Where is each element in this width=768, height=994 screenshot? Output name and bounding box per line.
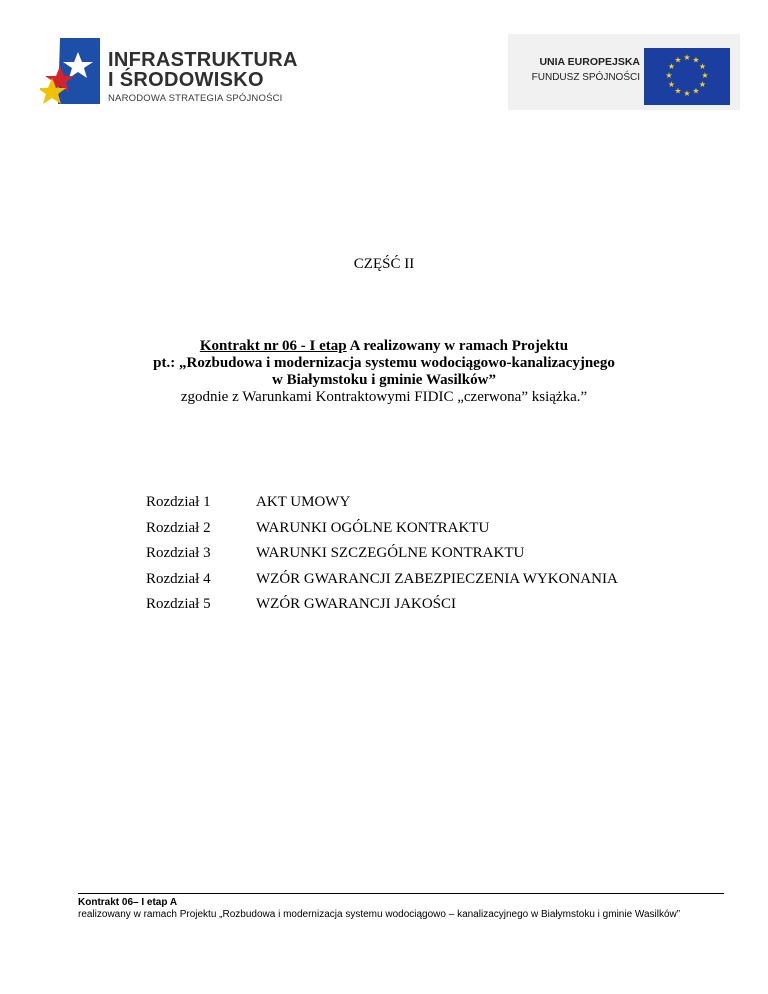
chapter-title: AKT UMOWY: [256, 494, 351, 511]
contract-number: Kontrakt nr 06 - I etap: [199, 338, 347, 354]
chapter-label: Rozdział 5: [146, 596, 211, 613]
stars-logo-icon: [40, 38, 102, 108]
eu-flag-icon: [644, 48, 730, 105]
svg-text:★: ★: [692, 86, 700, 96]
logo-line-1: INFRASTRUKTURA: [108, 49, 298, 71]
svg-text:★: ★: [665, 71, 673, 80]
svg-text:★: ★: [701, 71, 709, 80]
svg-text:★: ★: [674, 55, 682, 65]
chapter-title: WZÓR GWARANCJI ZABEZPIECZENIA WYKONANIA: [256, 570, 618, 587]
chapter-title: WZÓR GWARANCJI JAKOŚCI: [256, 596, 457, 613]
chapter-label: Rozdział 2: [146, 519, 211, 536]
page-footer: [78, 893, 724, 921]
svg-text:★: ★: [674, 86, 682, 96]
infrastruktura-logo: [40, 36, 300, 112]
contract-line-2: pt.: „Rozbudowa i modernizacja systemu wodociągowo-kanalizacyjnego: [153, 355, 615, 371]
contract-line-1: [0, 338, 768, 355]
chapter-row: [146, 516, 618, 542]
logo-line-3: NARODOWA STRATEGIA SPÓJNOŚCI: [108, 93, 283, 104]
eu-logo: [508, 34, 740, 110]
chapter-title: WARUNKI OGÓLNE KONTRAKTU: [256, 519, 490, 536]
chapter-label: Rozdział 1: [146, 494, 211, 511]
svg-text:★: ★: [667, 80, 676, 89]
eu-logo-line-2: FUNDUSZ SPÓJNOŚCI: [531, 72, 640, 83]
eu-logo-line-1: UNIA EUROPEJSKA: [539, 56, 640, 68]
svg-text:★: ★: [683, 89, 691, 98]
svg-text:★: ★: [683, 53, 691, 62]
svg-text:★: ★: [692, 55, 700, 65]
chapter-row: [146, 567, 618, 593]
contract-line-3: w Białymstoku i gminie Wasilków”: [272, 372, 496, 388]
svg-text:★: ★: [667, 62, 676, 71]
part-title: CZĘŚĆ II: [353, 256, 415, 272]
chapter-title: WARUNKI SZCZEGÓLNE KONTRAKTU: [256, 545, 525, 562]
contract-heading: [0, 338, 768, 406]
chapter-row: [146, 541, 618, 567]
chapter-row: [146, 592, 618, 618]
footer-text: realizowany w ramach Projektu „Rozbudowa i modernizacja systemu wodociągowo – kanalizacyjnego w Białymstoku i gminie Wasilków”: [78, 909, 681, 920]
chapters-list: [146, 490, 618, 618]
chapter-label: Rozdział 3: [146, 545, 211, 562]
svg-text:★: ★: [698, 80, 707, 89]
footer-title: Kontrakt 06– I etap A: [78, 897, 178, 908]
svg-text:★: ★: [698, 62, 707, 71]
chapter-label: Rozdział 4: [146, 570, 211, 587]
logo-line-2: I ŚRODOWISKO: [108, 69, 264, 91]
contract-line-4: zgodnie z Warunkami Kontraktowymi FIDIC „czerwona” książka.”: [180, 389, 588, 405]
contract-line-1-rest: A realizowany w ramach Projektu: [346, 338, 569, 354]
chapter-row: [146, 490, 618, 516]
